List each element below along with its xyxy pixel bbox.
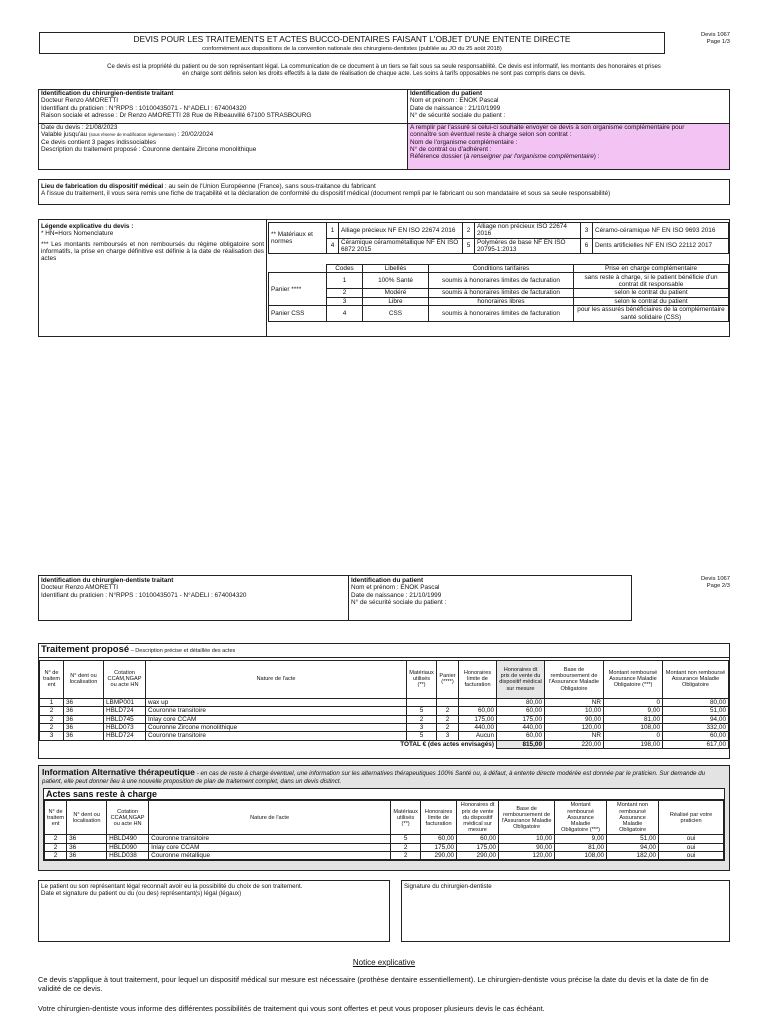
legend-block — [38, 219, 730, 337]
cell-panier: 2 — [437, 715, 459, 723]
material-num: 1 — [327, 223, 339, 239]
cell-nature: Inlay core CCAM — [146, 715, 407, 723]
treatment-section — [38, 643, 730, 759]
devis-pages: Ce devis contient 3 pages indissociables — [41, 138, 157, 146]
cell-dent: 36 — [64, 707, 104, 715]
cell-dent: 36 — [67, 843, 107, 851]
cell-dent: 36 — [67, 835, 107, 843]
practitioner-block — [39, 576, 349, 620]
material-label: Polymères de base NF EN ISO 20795-1:2013 — [475, 238, 581, 254]
cell-n: 2 — [40, 707, 64, 715]
panier-table — [268, 264, 729, 322]
patient-signature-box[interactable] — [38, 880, 390, 942]
cell-mat — [407, 698, 437, 706]
total-honoraires: 815,00 — [497, 740, 545, 748]
panier-header: Prise en charge complémentaire — [574, 265, 729, 273]
complementary-line-1: A remplir par l'assuré si celui-ci souhaite envoyer ce devis à son organisme complémentaire pour — [410, 124, 685, 131]
panier-pec: selon le contrat du patient — [574, 297, 729, 305]
cell-remb: 108,00 — [555, 852, 607, 860]
panier-condition: soumis à honoraires limites de facturation — [429, 289, 574, 297]
materials-label: ** Matériaux et normes — [269, 223, 327, 254]
patient-signature-text-2: Date et signature du patient ou du (ou des) représentant(s) légal (légaux) — [41, 890, 242, 898]
col-header: Panier (****) — [437, 660, 459, 698]
practitioner-header: Identification du chirurgien-dentiste traitant — [41, 577, 174, 584]
cell-mat: 2 — [391, 852, 421, 860]
cell-realise: oui — [659, 835, 724, 843]
cell-nature: Couronne transitoire — [146, 732, 407, 740]
cell-n: 2 — [40, 715, 64, 723]
cell-base: NR — [545, 732, 604, 740]
table-row — [45, 843, 724, 851]
cell-n: 2 — [45, 852, 67, 860]
complementary-block — [408, 124, 729, 169]
devis-number: Devis 1067 — [700, 576, 730, 582]
complementary-contract-field[interactable]: N° de contrat ou d'adhérent : — [410, 146, 492, 154]
alternative-intro — [39, 766, 729, 787]
panier-header: Libellés — [363, 265, 429, 273]
material-num: 6 — [581, 238, 593, 254]
cell-remb: 81,00 — [555, 843, 607, 851]
cell-hon: 60,00 — [457, 835, 499, 843]
cell-hon: 60,00 — [497, 707, 545, 715]
treatment-table — [39, 660, 729, 749]
total-label: TOTAL € (des actes envisagés) — [40, 740, 497, 748]
devis-info-block — [39, 124, 408, 169]
treatment-description: Description du traitement proposé : Couronne dentaire Zircone monolithique — [41, 146, 257, 154]
intro-line-2: en charge sont définis selon les droits effectifs à la date de réalisation de chaque acte. Les soins à tarifs opposables ne sont pas compris dans ce devis. — [182, 70, 586, 77]
cell-mat: 3 — [407, 724, 437, 732]
panier-libelle: 100% Santé — [363, 273, 429, 289]
cell-hon: 60,00 — [497, 732, 545, 740]
page1-page-info — [680, 32, 730, 45]
panier-pec: sans reste à charge, si le patient bénéficie d'un contrat dit responsable — [574, 273, 729, 289]
cell-nonremb: 60,00 — [663, 732, 729, 740]
cell-dent: 36 — [67, 852, 107, 860]
material-label: Céramique céramométallique NF EN ISO 6872 2015 — [339, 238, 463, 254]
patient-block — [408, 90, 729, 124]
col-header: Base de remboursement de l'Assurance Maladie Obligatoire — [499, 801, 555, 835]
legend-note: *** Les montants remboursés et non remboursés du régime obligatoire sont informatifs, la prise en charge définitive est définie à la date de réalisation des actes — [41, 240, 264, 263]
table-row — [40, 715, 729, 723]
fabrication-text: : au sein de l'Union Européenne (France), sans sous-traitance du fabricant — [163, 183, 376, 190]
cell-nature: Couronne métallique — [149, 852, 391, 860]
col-header: Honoraires dt prix de vente du dispositif médical sur mesure — [497, 660, 545, 698]
material-label: Alliage non précieux ISO 22674 2016 — [475, 223, 581, 239]
cell-nonremb: 80,00 — [663, 698, 729, 706]
cell-dent: 36 — [64, 698, 104, 706]
cell-nature: Couronne transitoire — [146, 707, 407, 715]
panier-pec: pour les assurés bénéficiaires de la complémentaire santé solidaire (CSS) — [574, 306, 729, 322]
material-num: 5 — [463, 238, 475, 254]
complementary-line-2: connaître son éventuel reste à charge selon son contrat : — [410, 131, 572, 139]
panier-condition: soumis à honoraires limites de facturation — [429, 273, 574, 289]
cell-remb: 0 — [604, 698, 663, 706]
cell-remb: 9,00 — [604, 707, 663, 715]
dentist-signature-text: Signature du chirurgien-dentiste — [404, 883, 492, 890]
cell-cotation: HBLD073 — [104, 724, 146, 732]
cell-nature: Couronne Zircone monolithique — [146, 724, 407, 732]
no-rac-table-wrap — [43, 788, 725, 861]
table-row — [40, 707, 729, 715]
reference-colon: ) : — [593, 153, 600, 161]
total-row — [40, 740, 729, 748]
col-header: Montant remboursé Assurance Maladie Obligatoire (***) — [604, 660, 663, 698]
total-base: 220,00 — [545, 740, 604, 748]
page1-subtitle: conformément aux dispositions de la convention nationale des chirurgiens-dentistes (publiée au JO du 25 août 2018) — [202, 45, 502, 52]
material-num: 4 — [327, 238, 339, 254]
panier-condition: soumis à honoraires limites de facturation — [429, 306, 574, 322]
panier-code: 1 — [327, 273, 363, 289]
practitioner-ident: Identifiant du praticien : N°RPPS : 10100435071 - N°ADELI : 674004320 — [41, 591, 247, 599]
alternative-title: Information Alternative thérapeutique — [42, 767, 195, 777]
panier-label: Panier **** — [269, 273, 327, 306]
cell-mat: 5 — [391, 835, 421, 843]
cell-panier: 2 — [437, 707, 459, 715]
col-header: Nature de l'acte — [149, 801, 391, 835]
page2-page-info — [680, 576, 730, 589]
cell-panier: 3 — [437, 732, 459, 740]
panier-code: 2 — [327, 289, 363, 297]
cell-cotation: HBLD090 — [107, 843, 149, 851]
materials-table — [268, 222, 729, 254]
patient-secu: N° de sécurité sociale du patient : — [351, 599, 447, 607]
panier-libelle: Modéré — [363, 289, 429, 297]
cell-hlf: 60,00 — [459, 707, 497, 715]
cell-n: 2 — [45, 843, 67, 851]
cell-nonremb: 332,00 — [663, 724, 729, 732]
cell-hon: 440,00 — [497, 724, 545, 732]
panier-pec: selon le contrat du patient — [574, 289, 729, 297]
fabrication-line-2: A l'issue du traitement, il vous sera remis une fiche de traçabilité et la déclaration de conformité du dispositif médical (document rempli par le fabricant ou son mandataire et sous sa seule responsabilité) — [41, 190, 611, 198]
intro-line-1: Ce devis est la propriété du patient ou de son représentant légal. La communication de ce document à un tiers se fait sous sa seule responsabilité. Ce devis est informatif, les montants des honoraires et prises — [107, 64, 661, 70]
col-header: Réalisé par votre praticien — [659, 801, 724, 835]
cell-nonremb: 94,00 — [663, 715, 729, 723]
patient-header: Identification du patient — [351, 577, 424, 584]
cell-remb: 108,00 — [604, 724, 663, 732]
material-num: 2 — [463, 223, 475, 239]
cell-dent: 36 — [64, 715, 104, 723]
cell-remb: 0 — [604, 732, 663, 740]
treatment-heading: Traitement proposé — [41, 644, 130, 655]
cell-hon: 290,00 — [457, 852, 499, 860]
patient-header: Identification du patient — [410, 90, 483, 97]
practitioner-name: Docteur Renzo AMORETTI — [41, 584, 119, 592]
dentist-signature-box[interactable] — [401, 880, 730, 942]
material-label: Céramo-céramique NF EN ISO 9693 2016 — [593, 223, 729, 239]
patient-birth: Date de naissance : 21/10/1999 — [351, 591, 442, 599]
panier-libelle: CSS — [363, 306, 429, 322]
cell-cotation: HBLD724 — [104, 732, 146, 740]
fabrication-label: Lieu de fabrication du dispositif médical — [41, 183, 164, 190]
page1-title: DEVIS POUR LES TRAITEMENTS ET ACTES BUCCO-DENTAIRES FAISANT L'OBJET D'UNE ENTENTE DIRECTE — [133, 34, 571, 44]
cell-n: 2 — [40, 724, 64, 732]
col-header: Honoraires limite de facturation — [459, 660, 497, 698]
reference-note: à renseigner par l'organisme complémentaire — [465, 153, 594, 161]
cell-hon: 175,00 — [457, 843, 499, 851]
complementary-org-field[interactable]: Nom de l'organisme complémentaire : — [410, 138, 518, 146]
cell-realise: oui — [659, 843, 724, 851]
legend-text — [39, 220, 267, 336]
cell-cotation: HBLD038 — [107, 852, 149, 860]
page1-intro — [38, 64, 730, 78]
cell-nonremb: 182,00 — [607, 852, 659, 860]
cell-mat: 5 — [407, 707, 437, 715]
cell-base: 90,00 — [499, 843, 555, 851]
cell-dent: 36 — [64, 724, 104, 732]
validity-date: : 20/02/2024 — [177, 131, 214, 139]
cell-base: NR — [545, 698, 604, 706]
cell-remb: 9,00 — [555, 835, 607, 843]
cell-base: 120,00 — [499, 852, 555, 860]
cell-hlf: 440,00 — [459, 724, 497, 732]
reference-label: Référence dossier ( — [410, 153, 466, 161]
devis-date: Date du devis : 21/08/2023 — [41, 124, 118, 131]
table-row — [40, 724, 729, 732]
panier-header: Codes — [327, 265, 363, 273]
table-row — [40, 732, 729, 740]
col-header: Montant remboursé Assurance Maladie Obligatoire (***) — [555, 801, 607, 835]
col-header: N° dent ou localisation — [67, 801, 107, 835]
cell-hlf — [459, 698, 497, 706]
col-header: Honoraires dt prix de vente du dispositif médical sur mesure — [457, 801, 499, 835]
practitioner-name: Docteur Renzo AMORETTI — [41, 97, 119, 105]
alternative-text: - en cas de reste à charge éventuel, une information sur les alternatives thérapeutiques 100% Santé ou, à défaut, à entente directe modérée est donnée par le praticien. Sur demande du patient, elle peut donner lieu à une nouvelle proposition de plan de traitement complet, dans un devis distinct. — [42, 770, 706, 785]
legend-title: Légende explicative du devis : — [41, 223, 134, 230]
cell-base: 90,00 — [545, 715, 604, 723]
panier-header: Conditions tarifaires — [429, 265, 574, 273]
cell-base: 10,00 — [499, 835, 555, 843]
practitioner-header: Identification du chirurgien-dentiste traitant — [41, 90, 174, 97]
col-header: Base de remboursement de l'Assurance Maladie Obligatoire — [545, 660, 604, 698]
devis-number: Devis 1067 — [700, 32, 730, 38]
col-header: Cotation CCAM,NGAP ou acte HN — [104, 660, 146, 698]
total-nonremb: 617,00 — [663, 740, 729, 748]
devis-validity — [41, 131, 405, 138]
panier-libelle: Libre — [363, 297, 429, 305]
practitioner-ident: Identifiant du praticien : N°RPPS : 10100435071 - N°ADELI : 674004320 — [41, 104, 247, 112]
cell-nonremb: 94,00 — [607, 843, 659, 851]
cell-cotation: HBLD745 — [104, 715, 146, 723]
fabrication-line-1 — [41, 183, 727, 190]
validity-note: (sous réserve de modification réglementaire) — [89, 132, 176, 138]
material-num: 3 — [581, 223, 593, 239]
cell-panier — [437, 698, 459, 706]
practitioner-address: Raison sociale et adresse : Dr Renzo AMORETTI 28 Rue de Ribeauvillé 67100 STRASBOURG — [41, 112, 312, 120]
col-header: Montant non remboursé Assurance Maladie Obligatoire — [663, 660, 729, 698]
cell-nonremb: 51,00 — [663, 707, 729, 715]
table-row — [45, 835, 724, 843]
notice-paragraph-1: Ce devis s'applique à tout traitement, pour lequel un dispositif médical sur mesure est nécessaire (prothèse dentaire essentiellement). Le chirurgien-dentiste vous précise la date du devis et la date de fin de validité de ce devis. — [38, 975, 709, 993]
total-remb: 198,00 — [604, 740, 663, 748]
cell-n: 1 — [40, 698, 64, 706]
cell-base: 10,00 — [545, 707, 604, 715]
table-row — [40, 698, 729, 706]
fabrication-box — [38, 179, 730, 205]
panier-code: 3 — [327, 297, 363, 305]
col-header: Honoraires limite de facturation — [421, 801, 457, 835]
table-row — [45, 852, 724, 860]
practitioner-block — [39, 90, 408, 124]
cell-nonremb: 51,00 — [607, 835, 659, 843]
cell-mat: 5 — [407, 732, 437, 740]
patient-signature-text-1: Le patient ou son représentant légal reconnaît avoir eu la possibilité du choix de son traitement. — [41, 883, 303, 890]
patient-name: Nom et prénom : ENOK Pascal — [410, 97, 499, 105]
cell-mat: 2 — [407, 715, 437, 723]
material-label: Dents artificielles NF EN ISO 22112 2017 — [593, 238, 729, 254]
legend-hn: * HN=Hors Nomenclature — [41, 230, 114, 238]
cell-hlf: 290,00 — [421, 852, 457, 860]
cell-cotation: LBMP001 — [104, 698, 146, 706]
cell-hon: 175,00 — [497, 715, 545, 723]
cell-base: 120,00 — [545, 724, 604, 732]
cell-realise: oui — [659, 852, 724, 860]
cell-panier: 2 — [437, 724, 459, 732]
cell-n: 2 — [45, 835, 67, 843]
notice-title: Notice explicative — [352, 958, 416, 967]
col-header: Montant non remboursé Assurance Maladie Obligatoire — [607, 801, 659, 835]
cell-remb: 81,00 — [604, 715, 663, 723]
panier-css-label: Panier CSS — [269, 306, 327, 322]
col-header: N° dent ou localisation — [64, 660, 104, 698]
cell-nature: Couronne transitoire — [149, 835, 391, 843]
cell-nature: wax up — [146, 698, 407, 706]
cell-hlf: 175,00 — [459, 715, 497, 723]
col-header: Matériaux utilisés (**) — [407, 660, 437, 698]
cell-dent: 36 — [64, 732, 104, 740]
cell-hlf: 175,00 — [421, 843, 457, 851]
cell-mat: 2 — [391, 843, 421, 851]
alternative-section — [38, 765, 730, 871]
cell-cotation: HBLD490 — [107, 835, 149, 843]
cell-cotation: HBLD724 — [104, 707, 146, 715]
cell-n: 3 — [40, 732, 64, 740]
col-header: Matériaux utilisés (**) — [391, 801, 421, 835]
page-number: Page 1/3 — [706, 38, 730, 45]
cell-hlf: 60,00 — [421, 835, 457, 843]
page-number: Page 2/3 — [706, 582, 730, 589]
complementary-reference-field[interactable] — [410, 153, 727, 160]
col-header: N° de traitem ent — [40, 660, 64, 698]
patient-block — [349, 576, 631, 620]
cell-nature: Inlay core CCAM — [149, 843, 391, 851]
panier-condition: honoraires libres — [429, 297, 574, 305]
col-header: Cotation CCAM,NGAP ou acte HN — [107, 801, 149, 835]
panier-code: 4 — [327, 306, 363, 322]
no-rac-table — [44, 800, 724, 860]
cell-hlf: Aucun — [459, 732, 497, 740]
page1-title-box — [39, 32, 665, 54]
notice-paragraph-2: Votre chirurgien-dentiste vous informe des différentes possibilités de traitement qui vous sont offertes et peut vous proposer plusieurs devis le cas échéant. — [38, 1004, 545, 1013]
patient-name: Nom et prénom : ENOK Pascal — [351, 584, 440, 592]
col-header: N° de traitem ent — [45, 801, 67, 835]
no-rac-title: Actes sans reste à charge — [44, 789, 724, 800]
treatment-subheading: – Description précise et détaillée des actes — [129, 648, 236, 654]
patient-secu: N° de sécurité sociale du patient : — [410, 112, 506, 120]
page2-identification — [38, 575, 632, 621]
validity-label: Valable jusqu'au — [41, 131, 88, 139]
treatment-title — [39, 644, 729, 658]
material-label: Alliage précieux NF EN ISO 22674 2016 — [339, 223, 463, 239]
page1-identification — [38, 89, 730, 170]
col-header: Nature de l'acte — [146, 660, 407, 698]
patient-birth: Date de naissance : 21/10/1999 — [410, 104, 501, 112]
cell-hon: 80,00 — [497, 698, 545, 706]
